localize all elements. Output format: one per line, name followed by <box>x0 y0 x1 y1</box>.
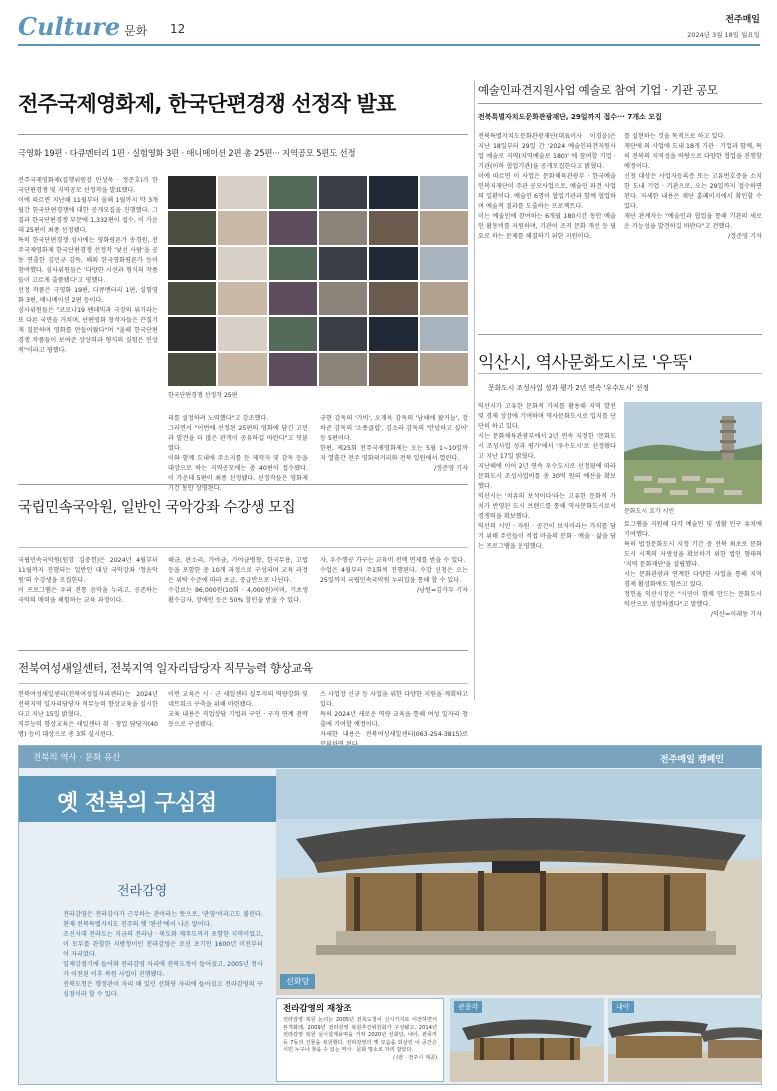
page-number: 12 <box>170 22 186 36</box>
article2-rule <box>478 103 762 104</box>
restoration-box <box>276 998 444 1082</box>
byline: /남원=김가두 기자 <box>416 587 468 594</box>
paragraph: 스 사업장 신규 등 사업을 위한 다양한 지원을 계획하고 있다. <box>320 691 468 708</box>
paragraph: 익산의 시민 · 자원 · 공간이 보석이라는 가치를 담기 위해 주민들이 직접 마을의 문화 · 예술 · 삶을 담는 프로그램을 운영했다. <box>478 523 616 550</box>
seonhwadang-photo <box>276 769 762 995</box>
paragraph: 국립민속국악원(원장 김중헌)은 2024년 4월부터 11월까지 진행되는 일반인 대상 국악강좌 '청음악원'의 수강생을 모집한다. <box>18 557 158 584</box>
article3-col1 <box>478 402 616 702</box>
article5-headline: 전북여성새일센터, 전북지역 일자리담당자 직무능력 향상교육 <box>18 661 313 675</box>
feature-series-band <box>19 746 761 768</box>
article1-rule <box>18 134 468 135</box>
film-still <box>420 317 468 350</box>
film-still <box>319 353 367 386</box>
paragraph: 이에 따르면 지난해 11월부터 올해 1월까지 약 3개월간 한국단편경쟁에 대한 공개모집을 진행했다. 그 결과 한국단편경쟁 부문에 1,332편이 접수, 이 가운데 25편이 최종 선정됐다. <box>18 197 158 234</box>
film-still <box>420 176 468 209</box>
film-still <box>319 211 367 244</box>
naea-photo <box>608 998 762 1082</box>
article4-col1 <box>18 556 158 646</box>
paragraph: 조선시대 전라도는 지금의 전라남 · 북도와 제주도까지 포함한 지역이었고, 이 모두를 관할한 지방청이던 전라감영은 조선 초기인 1600년 이전부터 이 자리였다. <box>63 931 263 958</box>
header-rule <box>18 44 760 46</box>
paragraph: 그러면서 "이번에 선정된 25편의 영화에 담긴 고민과 발견을 더 많은 관객이 공유하길 바란다"고 덧붙였다. <box>168 425 308 452</box>
campaign-label: 전주매일 캠페인 <box>660 755 724 765</box>
article5-rule <box>18 683 468 684</box>
film-still <box>218 176 266 209</box>
film-still <box>369 211 417 244</box>
paragraph: 수강료는 96,000원(10회 · 4,000원)이며, 기초생활수급자, 장애인 등은 50% 할인을 받을 수 있다. <box>168 587 308 604</box>
paragraph: 재단 관계자는 "예술인과 협업을 통해 기관의 새로운 가능성을 발견하길 바란다"고 전했다. <box>624 213 762 230</box>
film-still <box>420 247 468 280</box>
article1-col1 <box>18 176 158 456</box>
film-still <box>369 317 417 350</box>
film-stills-grid <box>168 176 468 386</box>
paragraph: 수업은 4월부터 주1회씩 진행된다. 수강 신청은 오는 25일까지 국립민속국악원 누리집을 통해 할 수 있다. <box>320 567 468 584</box>
photo-label: 내아 <box>612 1001 634 1013</box>
film-still <box>369 247 417 280</box>
photo-caption: 한국단편경쟁 선정작 25편 <box>168 392 238 399</box>
feature-title: 옛 전북의 구심점 <box>57 791 217 816</box>
article2-col2 <box>624 132 762 327</box>
masthead <box>18 12 760 42</box>
article4-col2 <box>168 556 308 646</box>
paragraph: 토그램을 지원해 다각 예술인 및 생활 인구 유치에 기여했다. <box>624 521 762 538</box>
film-still <box>319 176 367 209</box>
article5-col1 <box>18 690 158 740</box>
gwanpunggak-photo <box>450 998 604 1082</box>
paragraph: 전주국제영화제(집행위원장 민성욱 · 정준호)가 한국단편경쟁 및 지역공모 선정작을 발표했다. <box>18 177 158 194</box>
paragraph: 익산시는 '치유의 보석이다'라는 고유한 문화적 가치가 반영된 도시 브랜드를 통해 역사문화도시로서 경쟁력을 확보했다. <box>478 493 616 520</box>
paragraph: 이와 함께 도내에 주소지를 둔 제작자 및 감독 등을 대상으로 하는 지역공모에는 총 40편이 접수됐다. 이 가운데 5편이 최종 선정됐다. 선정작들은 영화제 기간 동안 상영된다. <box>168 455 308 492</box>
paragraph: 직무능력 향상교육은 새일센터 취 · 창업 담당자(40명) 등이 대상으로 총 3회 실시된다. <box>18 721 158 738</box>
paragraph: 이는 예술인에 참여하는 6개월 180시간 동안 예술인 활동비를 지원하며, 기관이 조직 문화 개선 등 필요로 하는 문제를 해결하기 위한 지원이다. <box>478 213 616 240</box>
paragraph: 이에 따르면 이 사업은 문화체육관광부 · 한국예술인복지재단이 주관 공모사업으로, 예술인 파견 사업의 일환이다. 예술인 6명이 협업기관과 함께 협업하며 예술적 결과를 도출하는 프로젝트다. <box>478 173 616 210</box>
film-still <box>319 282 367 315</box>
film-still <box>269 317 317 350</box>
article3-subhead: 문화도시 조성사업 성과 평가 2년 연속 '우수도시' 선정 <box>488 384 650 392</box>
byline: /정준영 기자 <box>434 465 468 472</box>
paragraph: 전북도청은 행정관이 자리 해 있던 선화당 자리에 들어섰고 전라감영의 구심점이라 할 수 있다. <box>63 981 263 998</box>
paragraph: 교육 내용은 직업상담 기법과 구인 · 구직 연계 전략 등으로 구성됐다. <box>168 711 308 728</box>
article1-subhead: 극영화 19편 · 다큐멘터리 1편 · 실험영화 3편 · 애니메이션 2편 총 25편··· 지역공모 5편도 선정 <box>18 148 356 158</box>
article2-headline: 예술인파견지원사업 예술로 참여 기업 · 기관 공모 <box>478 83 718 97</box>
article2-subhead: 전북특별자치도문화관광재단, 29일까지 접수··· 7개소 모집 <box>478 113 662 121</box>
article3-headline: 익산시, 역사문화도시로 '우뚝' <box>478 353 693 373</box>
section-rule <box>478 334 762 335</box>
section-title: Culture <box>18 12 121 41</box>
article1-col2 <box>168 414 308 492</box>
paragraph: 시는 문화관광과 연계한 다양한 사업을 통해 지역 경제 활성화에도 힘쓰고 있다. <box>624 571 762 588</box>
article1-col3 <box>320 414 468 474</box>
paragraph: 특히 법정문화도시 지정 기간 중 전북 최초로 문화도시 시책의 자생성을 확보하기 위한 법인 형태의 '지역 문화재단'을 설립했다. <box>624 541 762 568</box>
photo-caption: 문화도시 요가 시민 <box>624 508 675 515</box>
paragraph: 일제강점기에 들어와 전라감영 자리에 전북도청이 들어섰고, 2005년 청사가 이전된 이후 복원 사업이 진행됐다. <box>63 961 263 978</box>
feature-body <box>63 910 263 1080</box>
film-still <box>168 317 216 350</box>
film-still <box>218 282 266 315</box>
paragraph: 익산시가 고유한 문화적 가치를 활용해 지역 발전 및 경제 성장에 기여하며 역사문화도시로 입지를 단단히 하고 있다. <box>478 403 616 430</box>
film-still <box>218 247 266 280</box>
paragraph: 자세한 내용은 전북여성새일센터(063-254-3815)로 <box>320 731 468 738</box>
section-rule <box>18 650 468 651</box>
film-still <box>319 247 367 280</box>
paragraph: 시는 문화체육관광부에서 2년 연속 지정한 '문화도시 조성사업 성과 평가'에서 '우수도시'로 선정됐다고 지난 17일 밝혔다. <box>478 433 616 460</box>
film-still <box>420 353 468 386</box>
paragraph: 이 프로그램은 우리 전통 음악을 누리고, 공존하는 국악의 매력을 체험하는 교육 과정이다. <box>18 587 158 604</box>
film-still <box>168 353 216 386</box>
feature-subtitle: 전라감영 <box>117 884 168 899</box>
film-still <box>269 211 317 244</box>
article3-col2 <box>624 520 762 702</box>
article1-headline: 전주국제영화제, 한국단편경쟁 선정작 발표 <box>18 92 396 116</box>
film-still <box>168 282 216 315</box>
film-still <box>269 282 317 315</box>
paragraph: 이번 교육은 시 · 군 새일센터 실무자의 역량강화 및 네트워크 구축을 위해 마련됐다. <box>168 691 308 708</box>
column-divider <box>474 80 475 700</box>
photo-label: 관풍각 <box>454 1001 482 1013</box>
paragraph: 규현 감독의 '가비', 오재욱 감독의 '남해에 왔거늘', 장하준 감독의 '소풍클럽', 김소라 감독의 '안녕하고 싶어' 등 5편이다. <box>320 415 468 442</box>
film-still <box>369 176 417 209</box>
article3-rule <box>478 373 762 374</box>
paragraph: 전북특별자치도문화관광재단(대표이사 이경윤)은 지난 18일부터 29일 간 '2024 예술인파견지원사업 예술로 지역(지역예술로 180)' 에 참여할 기업 · 기관(이하 협업기관)을 공개모집한다고 밝혔다. <box>478 133 616 170</box>
film-still <box>218 211 266 244</box>
film-still <box>420 211 468 244</box>
paragraph: 를 실현하는 것을 목적으로 하고 있다. <box>624 133 726 140</box>
film-still <box>319 317 367 350</box>
article2-col1 <box>478 132 616 327</box>
film-still <box>369 353 417 386</box>
paragraph: 정헌율 익산시장은 "시민이 함께 만드는 문화도시 익산으로 성장하겠다"고 말했다. <box>624 591 762 608</box>
article4-headline: 국립민속국악원, 일반인 국악강좌 수강생 모집 <box>18 500 296 516</box>
paragraph: 한편, 제25회 전주국제영화제는 오는 5월 1~10일까지 열흘간 전주 영화의거리와 전북 일원에서 열린다. <box>320 445 468 462</box>
paragraph: 특히 한국단편경쟁 심사에는 영화평론가 송경원, 전주국제영화제 한국단편경쟁 선정작 '낯선 사람'을 공동 연출한 김민규 감독, 해외 한국영화평론가 등이 참여했다. 심사위원들은 '다양한 시선과 형식의 작품들이 고르게 출품됐다'고 평했다. <box>18 237 158 284</box>
film-still <box>369 282 417 315</box>
photo-label: 선화당 <box>280 974 315 989</box>
section-rule <box>18 484 468 485</box>
film-still <box>168 247 216 280</box>
film-still <box>168 176 216 209</box>
byline: /정준영 기자 <box>728 233 762 240</box>
paragraph: 지난해에 이어 2년 연속 우수도시로 선정됨에 따라 문화도시 조성사업비를 총 30억 원의 예산을 확보했다. <box>478 463 616 490</box>
film-still <box>269 176 317 209</box>
film-still <box>218 317 266 350</box>
byline: /익산=이래동 기자 <box>710 611 762 618</box>
box-title: 전라감영의 재창조 <box>283 1004 352 1014</box>
paragraph: 전북여성새일센터(전북여성일자리센터)는 2024년 전북지역 일자리담당자 직무능력 향상교육을 실시한다고 지난 15일 밝혔다. <box>18 691 158 718</box>
paragraph: 재단에 의 사업에 도내 18개 기관 · 기업과 함께, 특히 전북의 지역성을 바탕으로 다양한 협업을 진행할 예정이다. <box>624 143 762 170</box>
paragraph: 해금, 판소리, 가야금, 가야금병창, 한국무용, 고법 등을 포함한 총 10개 과정으로 구성되며 교육 과정은 위탁 수준에 따라 초급, 중급반으로 나뉜다. <box>168 557 308 584</box>
paragraph: 전라감영은 전라감사가 근무하는 관아라는 뜻으로, '관영'이라고도 불린다. 현재 전북특별자치도 전주의 옛 '완산'에서 나온 말이다. <box>63 911 263 928</box>
iksan-photo <box>624 402 762 504</box>
paragraph: 신청 대상은 사업자등록증 또는 고유번호증을 소지한 도내 기업 · 기관으로, 오는 29일까지 접수하면 된다. 자세한 내용은 재단 홈페이지에서 확인할 수 있다. <box>624 173 762 210</box>
paragraph: 자, 우수행공 가구는 교육비 전액 면제를 받을 수 있다. <box>320 557 466 564</box>
film-still <box>269 353 317 386</box>
paragraph: 특히 2024년 새로운 역량 교육을 통해 여성 일자리 창출에 기여할 예정이다. <box>320 711 468 728</box>
issue-date: 2024년 3월 18일 월요일 <box>687 31 760 39</box>
film-still <box>218 353 266 386</box>
article4-rule <box>18 547 468 548</box>
newspaper-name: 전주매일 <box>725 15 760 25</box>
section-title-kr: 문화 <box>124 24 148 38</box>
film-still <box>420 282 468 315</box>
box-text: 전라감영 복원 논의는 2005년 전북도청이 신시가지로 이전하면서 본격화돼, 2009년 전라감영 복원추진위원회가 구성됐고, 2014년 전라감영 복원 실시설계용역을 거쳐 2020년 선화당, 내아, 관풍각 등 7동의 건물을 복원했다. 전라감영의 옛 모습을 되살린 이 공간은 시민 누구나 찾을 수 있는 역사 · 문화 명소로 자리 잡았다. <box>283 1017 437 1054</box>
paragraph: 리를 설정하려 노력했다"고 강조했다. <box>168 415 269 422</box>
byline: / (끝 · 전주시 제공) <box>392 1054 437 1061</box>
film-still <box>269 247 317 280</box>
article4-col3 <box>320 556 468 646</box>
article5-col3 <box>320 690 468 740</box>
paragraph: 심사위원들은 "코로나19 팬데믹과 극장의 위기라는 또 다른 국면을 거치며, 단편영화 창작자들은 끈질기게 질문하며 영화를 만들어왔다"며 "올해 한국단편경쟁 작품들이 보여준 상상력과 형식의 실험은 인상적"이라고 평했다. <box>18 307 158 354</box>
film-still <box>168 211 216 244</box>
paragraph: 선정 작품은 극영화 19편, 다큐멘터리 1편, 실험영화 3편, 애니메이션 2편 등이다. <box>18 287 158 304</box>
feature-series: 전북의 역사 · 문화 유산 <box>33 753 121 763</box>
article5-col2 <box>168 690 308 740</box>
